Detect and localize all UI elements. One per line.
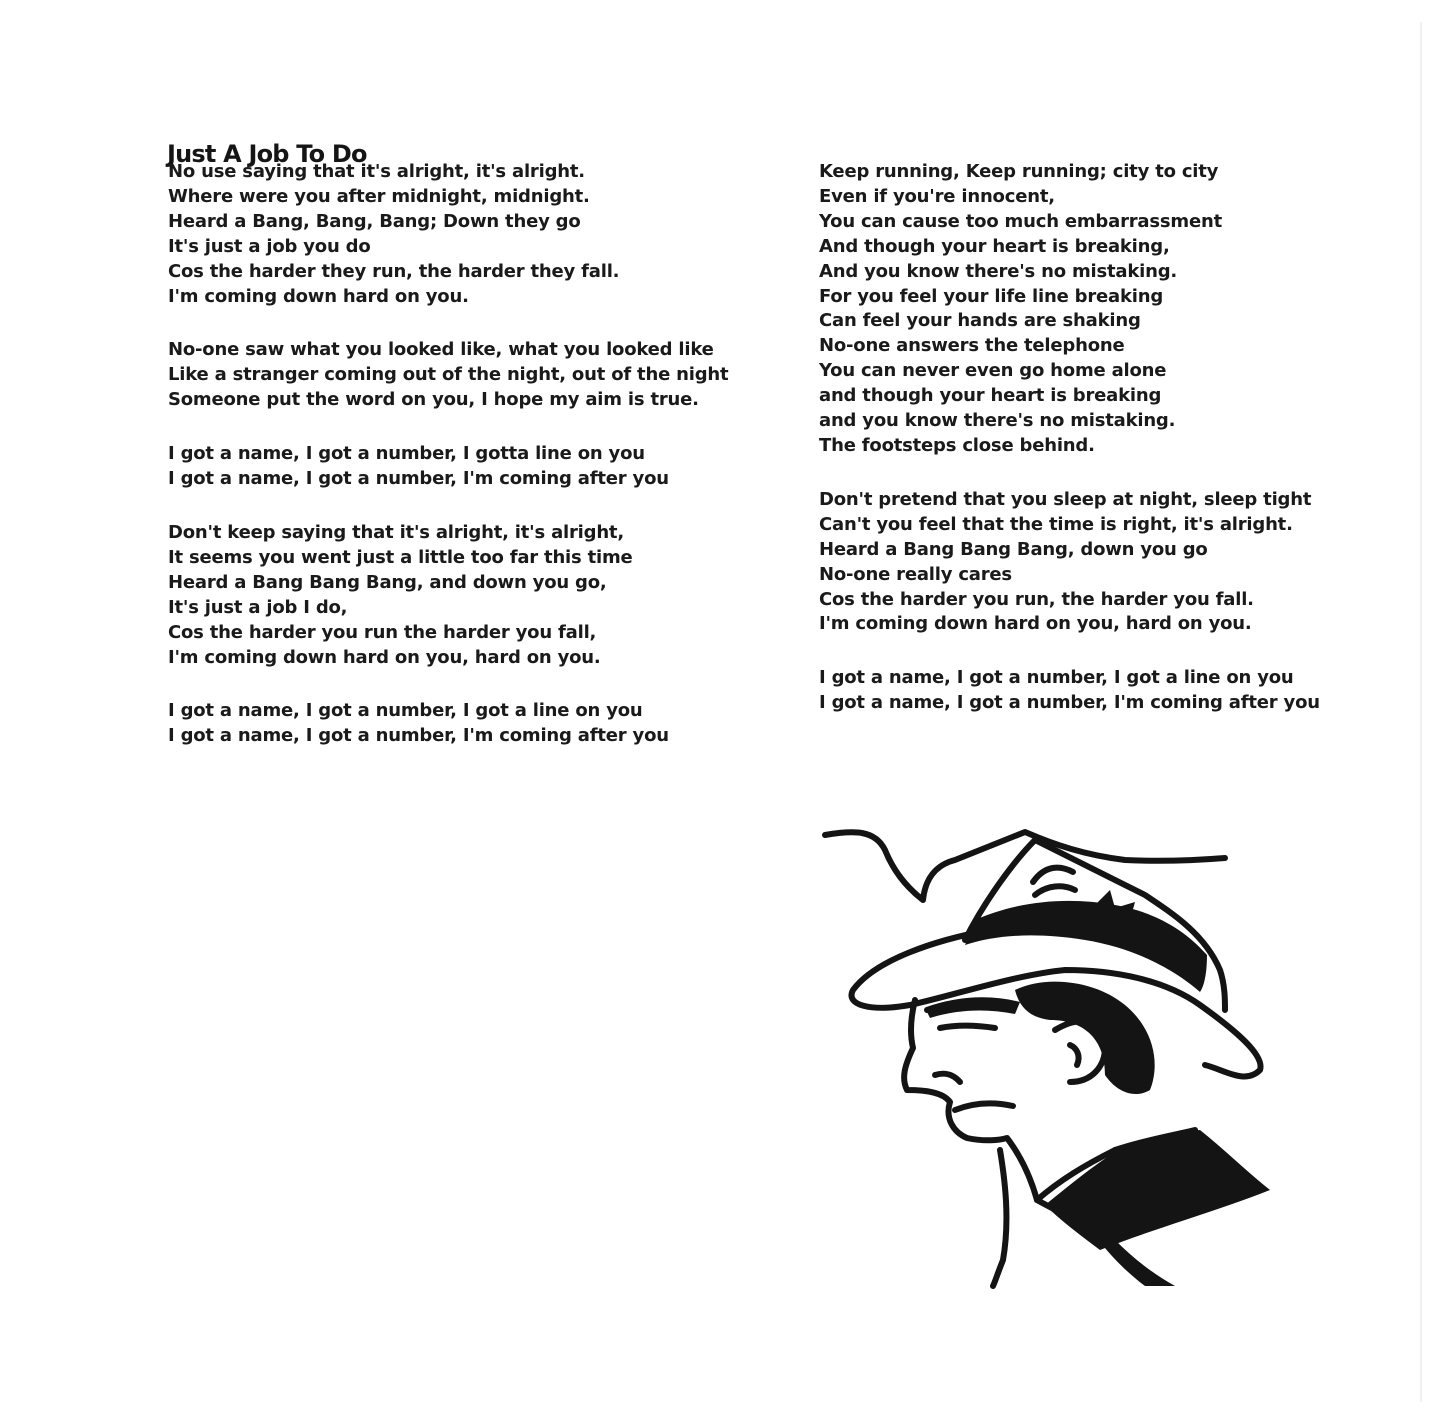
lyric-line: Can feel your hands are shaking: [819, 310, 1141, 332]
lyric-line: Heard a Bang Bang Bang, and down you go,: [168, 571, 607, 593]
lyric-line: Even if you're innocent,: [819, 185, 1055, 207]
lyric-line: It's just a job you do: [168, 235, 371, 257]
lyrics-left-column: [168, 160, 788, 749]
lyric-line: You can never even go home alone: [819, 360, 1167, 382]
lyric-line: I got a name, I got a number, I'm coming after you: [819, 692, 1320, 714]
lyrics-stanza: [168, 521, 788, 670]
lyric-line: I got a name, I got a number, I got a line on you: [168, 700, 643, 722]
lyric-line: Heard a Bang Bang Bang, down you go: [819, 538, 1208, 560]
stanza-gap: [819, 637, 1379, 666]
lyric-line: Cos the harder you run, the harder you fall.: [819, 588, 1254, 610]
detective-in-fedora-icon: [815, 820, 1285, 1290]
lyrics-stanza: [819, 488, 1379, 637]
lyric-line: Where were you after midnight, midnight.: [168, 185, 590, 207]
lyric-line: Cos the harder you run the harder you fall,: [168, 621, 597, 643]
stanza-gap: [819, 459, 1379, 488]
lyric-line: and though your heart is breaking: [819, 385, 1162, 407]
lyrics-stanza: [168, 160, 788, 309]
lyric-line: No-one really cares: [819, 563, 1012, 585]
lyric-line: Like a stranger coming out of the night, out of the night: [168, 364, 729, 386]
lyric-line: I got a name, I got a number, I gotta line on you: [168, 443, 645, 465]
lyric-line: I'm coming down hard on you, hard on you.: [819, 613, 1252, 635]
lyric-line: It's just a job I do,: [168, 596, 348, 618]
lyric-line: I got a name, I got a number, I'm coming after you: [168, 725, 669, 747]
lyric-line: Can't you feel that the time is right, it's alright.: [819, 513, 1293, 535]
lyric-line: I got a name, I got a number, I'm coming after you: [168, 468, 669, 490]
lyric-line: Heard a Bang, Bang, Bang; Down they go: [168, 210, 581, 232]
lyric-line: No use saying that it's alright, it's alright.: [168, 161, 585, 182]
song-title: Just A Job To Do: [167, 140, 367, 169]
lyrics-chorus: [168, 699, 788, 749]
lyric-line: And you know there's no mistaking.: [819, 260, 1178, 282]
lyric-line: Don't keep saying that it's alright, it's alright,: [168, 521, 624, 543]
lyric-line: It seems you went just a little too far this time: [168, 546, 633, 568]
lyric-line: No-one saw what you looked like, what you looked like: [168, 339, 714, 361]
lyric-line: and you know there's no mistaking.: [819, 410, 1176, 432]
lyrics-chorus: [819, 666, 1379, 716]
stanza-gap: [168, 413, 788, 442]
lyric-line: Don't pretend that you sleep at night, sleep tight: [819, 488, 1312, 510]
lyric-line: Keep running, Keep running; city to city: [819, 161, 1219, 182]
stanza-gap: [168, 670, 788, 699]
stanza-gap: [168, 309, 788, 338]
lyric-line: And though your heart is breaking,: [819, 235, 1170, 257]
lyric-line: I got a name, I got a number, I got a line on you: [819, 667, 1294, 689]
stanza-gap: [168, 492, 788, 521]
lyric-line: I'm coming down hard on you, hard on you.: [168, 646, 601, 668]
lyric-line: Someone put the word on you, I hope my aim is true.: [168, 389, 699, 411]
page-edge: [1420, 22, 1422, 1402]
lyrics-right-column: [819, 160, 1379, 716]
lyric-line: I'm coming down hard on you.: [168, 285, 469, 307]
lyrics-stanza: [819, 160, 1379, 459]
lyric-line: For you feel your life line breaking: [819, 285, 1164, 307]
lyric-line: No-one answers the telephone: [819, 335, 1125, 357]
lyrics-stanza: [168, 338, 788, 413]
lyric-line: Cos the harder they run, the harder they fall.: [168, 260, 620, 282]
lyric-line: You can cause too much embarrassment: [819, 210, 1222, 232]
lyric-line: The footsteps close behind.: [819, 434, 1095, 456]
lyrics-chorus: [168, 442, 788, 492]
